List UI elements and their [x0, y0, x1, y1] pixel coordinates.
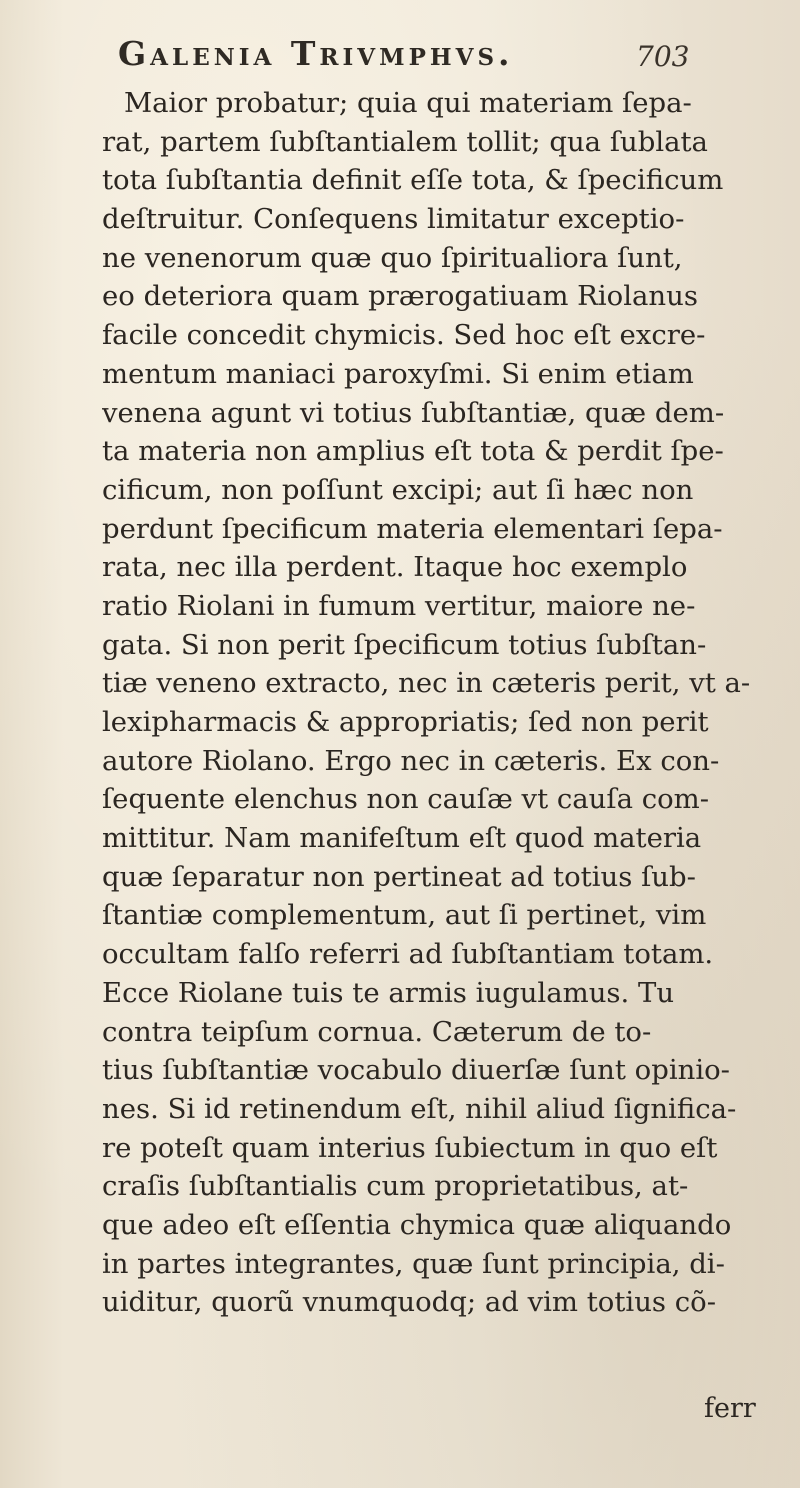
text-line: venena agunt vi totius ſubſtantiæ, quæ dem- — [102, 396, 725, 429]
text-line: contra teipſum cornua. Cæterum de to- — [102, 1015, 652, 1048]
text-line: quæ ſeparatur non pertineat ad totius ſub- — [102, 860, 696, 893]
text-line: que adeo eſt eſſentia chymica quæ aliquando — [102, 1208, 732, 1241]
text-line: nes. Si id retinendum eſt, nihil aliud ſignifica- — [102, 1092, 737, 1125]
text-line: tius ſubſtantiæ vocabulo diuerſæ ſunt opinio- — [102, 1054, 730, 1087]
text-line: tiæ veneno extracto, nec in cæteris perit, vt a- — [102, 667, 751, 700]
text-line: in partes integrantes, quæ ſunt principia, di- — [102, 1247, 725, 1280]
text-line: deſtruitur. Conſequens limitatur exceptio- — [102, 203, 685, 236]
text-line: facile concedit chymicis. Sed hoc eſt excre- — [102, 319, 706, 352]
text-line: ne venenorum quæ quo ſpiritualiora ſunt, — [102, 241, 683, 274]
text-line: occultam falſo referri ad ſubſtantiam totam. — [102, 938, 714, 971]
text-line: Ecce Riolane tuis te armis iugulamus. Tu — [102, 976, 675, 1009]
text-line: uiditur, quorũ vnumquodq; ad vim totius cõ- — [102, 1286, 717, 1319]
catchword-row — [0, 1393, 800, 1433]
text-line: rat, partem ſubſtantialem tollit; qua ſublata — [102, 125, 708, 158]
text-line: perdunt ſpecificum materia elementari ſepa- — [102, 512, 723, 545]
catchword: ferr — [704, 1393, 756, 1424]
text-line: mittitur. Nam manifeſtum eſt quod materia — [102, 822, 702, 855]
text-line: tota ſubſtantia definit eſſe tota, & ſpecificum — [102, 164, 724, 197]
running-head — [0, 30, 800, 80]
text-line: mentum maniaci paroxyſmi. Si enim etiam — [102, 357, 694, 390]
text-line: gata. Si non perit ſpecificum totius ſubſtan- — [102, 628, 707, 661]
text-line: ſtantiæ complementum, aut ſi pertinet, vim — [102, 899, 707, 932]
text-line: ta materia non amplius eſt tota & perdit ſpe- — [102, 435, 724, 468]
text-line: Maior probatur; quia qui materiam ſepa- — [124, 87, 692, 119]
text-line: autore Riolano. Ergo nec in cæteris. Ex con- — [102, 744, 720, 777]
text-line: lexipharmacis & appropriatis; ſed non perit — [102, 706, 709, 738]
text-line: craſis ſubſtantialis cum proprietatibus, at- — [102, 1170, 689, 1203]
page-number: 703 — [636, 40, 690, 73]
text-line: ratio Riolani in fumum vertitur, maiore ne- — [102, 589, 696, 622]
text-line: eo deteriora quam prærogatiuam Riolanus — [102, 280, 698, 313]
text-line: re poteſt quam interius ſubiectum in quo eſt — [102, 1131, 718, 1164]
body-text — [102, 84, 782, 1322]
text-line: cificum, non poſſunt excipi; aut ſi hæc non — [102, 473, 694, 506]
running-title: Galenia Trivmphvs. — [118, 34, 514, 73]
text-line: rata, nec illa perdent. Itaque hoc exemplo — [102, 551, 688, 584]
text-line: ſequente elenchus non cauſæ vt cauſa com- — [102, 783, 710, 816]
